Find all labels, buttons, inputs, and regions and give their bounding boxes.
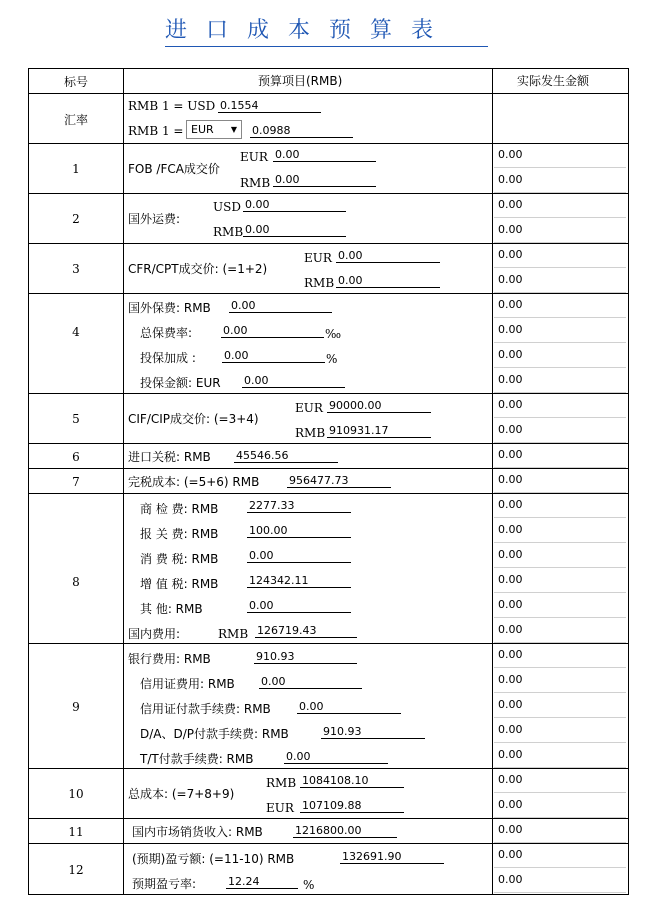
actual-amount-input[interactable]: 0.00	[494, 693, 626, 718]
premium-rate-input[interactable]: 0.00	[221, 324, 324, 338]
row-index: 6	[72, 450, 80, 464]
cif-eur-input[interactable]: 90000.00	[327, 399, 431, 413]
actual-amount-input[interactable]: 0.00	[494, 868, 626, 893]
actual-amount-input[interactable]: 0.00	[494, 468, 626, 493]
actual-amount-input[interactable]: 0.00	[494, 618, 626, 643]
row-label: 报 关 费: RMB	[140, 527, 219, 541]
row-label: 投保金额: EUR	[140, 376, 221, 390]
row-label: CFR/CPT成交价: (=1+2)	[128, 262, 268, 276]
currency-label: RMB	[295, 426, 326, 440]
row-label: 国内费用:	[128, 627, 181, 641]
currency-label: RMB	[266, 776, 297, 790]
cfr-rmb-input[interactable]: 0.00	[336, 274, 440, 288]
duty-paid-cost-input[interactable]: 956477.73	[287, 474, 391, 488]
fob-eur-input[interactable]: 0.00	[273, 148, 376, 162]
freight-usd-input[interactable]: 0.00	[243, 198, 346, 212]
row-label: 国外保费: RMB	[128, 301, 211, 315]
profit-input[interactable]: 132691.90	[340, 850, 444, 864]
tt-fee-input[interactable]: 0.00	[284, 750, 388, 764]
row-label: 国外运费:	[128, 212, 181, 226]
other-fee-input[interactable]: 0.00	[247, 599, 351, 613]
row-label: 投保加成 :	[140, 351, 196, 365]
actual-amount-input[interactable]: 0.00	[494, 543, 626, 568]
actual-amount-input[interactable]: 0.00	[494, 393, 626, 418]
actual-amount-input[interactable]: 0.00	[494, 793, 626, 818]
actual-amount-input[interactable]: 0.00	[494, 293, 626, 318]
lc-fee-input[interactable]: 0.00	[259, 675, 362, 689]
row-label: 总成本: (=7+8+9)	[128, 787, 235, 801]
actual-amount-input[interactable]: 0.00	[494, 768, 626, 793]
row-index: 2	[72, 212, 80, 226]
domestic-fee-input[interactable]: 126719.43	[255, 624, 357, 638]
actual-amount-input[interactable]: 0.00	[494, 518, 626, 543]
actual-amount-input[interactable]: 0.00	[494, 318, 626, 343]
actual-amount-input[interactable]: 0.00	[494, 418, 626, 443]
row-label: 商 检 费: RMB	[140, 502, 219, 516]
row-label: 进口关税: RMB	[128, 450, 211, 464]
actual-amount-input[interactable]: 0.00	[494, 368, 626, 393]
actual-amount-input[interactable]: 0.00	[494, 843, 626, 868]
actual-amount-input[interactable]: 0.00	[494, 668, 626, 693]
header-item: 预算项目(RMB)	[258, 74, 343, 88]
actual-amount-input[interactable]: 0.00	[494, 818, 626, 843]
currency-label: RMB	[218, 627, 249, 641]
sales-revenue-input[interactable]: 1216800.00	[293, 824, 397, 838]
lc-payment-fee-input[interactable]: 0.00	[297, 700, 401, 714]
row-label: 完税成本: (=5+6) RMB	[128, 475, 260, 489]
currency-select-value: EUR	[191, 123, 214, 136]
rate-usd-label: RMB 1 = USD	[128, 99, 216, 113]
row-index: 8	[72, 575, 80, 589]
import-duty-input[interactable]: 45546.56	[234, 449, 338, 463]
currency-label: RMB	[213, 225, 244, 239]
actual-amount-input[interactable]: 0.00	[494, 493, 626, 518]
row-label: CIF/CIP成交价: (=3+4)	[128, 412, 259, 426]
rate-eur-label: RMB 1 =	[128, 124, 184, 138]
row-index: 汇率	[63, 113, 88, 127]
row-label: 信用证付款手续费: RMB	[140, 702, 271, 716]
actual-amount-input[interactable]: 0.00	[494, 243, 626, 268]
actual-amount-input[interactable]: 0.00	[494, 218, 626, 243]
row-label: T/T付款手续费: RMB	[140, 752, 254, 766]
inspection-fee-input[interactable]: 2277.33	[247, 499, 351, 513]
unit-label: %	[326, 352, 338, 366]
actual-amount-input[interactable]: 0.00	[494, 593, 626, 618]
insured-amount-input[interactable]: 0.00	[242, 374, 345, 388]
row-label: 预期盈亏率:	[132, 877, 197, 891]
actual-amount-input[interactable]: 0.00	[494, 743, 626, 768]
currency-label: EUR	[240, 150, 268, 164]
rate-eur-input[interactable]: 0.0988	[250, 124, 353, 138]
bank-fee-input[interactable]: 910.93	[254, 650, 357, 664]
chevron-down-icon: ▼	[230, 125, 237, 134]
consumption-tax-input[interactable]: 0.00	[247, 549, 351, 563]
rate-usd-input[interactable]: 0.1554	[218, 99, 321, 113]
actual-amount-input[interactable]: 0.00	[494, 168, 626, 193]
cfr-eur-input[interactable]: 0.00	[336, 249, 440, 263]
total-cost-rmb-input[interactable]: 1084108.10	[300, 774, 404, 788]
currency-select[interactable]	[186, 120, 242, 139]
insurance-markup-input[interactable]: 0.00	[222, 349, 325, 363]
row-label: 总保费率:	[140, 326, 193, 340]
row-label: 消 费 税: RMB	[140, 552, 219, 566]
unit-label: %	[303, 878, 315, 892]
actual-amount-input[interactable]: 0.00	[494, 193, 626, 218]
actual-amount-input[interactable]: 0.00	[494, 343, 626, 368]
profit-rate-input[interactable]: 12.24	[226, 875, 298, 889]
actual-amount-input[interactable]: 0.00	[494, 143, 626, 168]
currency-label: EUR	[266, 801, 294, 815]
row-label: 其 他: RMB	[140, 602, 203, 616]
freight-rmb-input[interactable]: 0.00	[243, 223, 346, 237]
actual-amount-input[interactable]: 0.00	[494, 718, 626, 743]
vat-input[interactable]: 124342.11	[247, 574, 351, 588]
row-index: 3	[72, 262, 80, 276]
row-label: 银行费用: RMB	[128, 652, 211, 666]
currency-label: RMB	[304, 276, 335, 290]
actual-amount-input[interactable]: 0.00	[494, 443, 626, 468]
unit-label: ‰	[325, 327, 342, 341]
row-index: 10	[68, 787, 84, 801]
actual-amount-input[interactable]: 0.00	[494, 268, 626, 293]
row-label: (预期)盈亏额: (=11-10) RMB	[132, 852, 295, 866]
row-divider	[28, 93, 629, 94]
actual-amount-input[interactable]: 0.00	[494, 643, 626, 668]
row-index: 5	[72, 412, 80, 426]
insurance-rmb-input[interactable]: 0.00	[229, 299, 332, 313]
row-index: 1	[72, 162, 80, 176]
row-index: 4	[72, 325, 80, 339]
fob-rmb-input[interactable]: 0.00	[273, 173, 376, 187]
row-label: 信用证费用: RMB	[140, 677, 235, 691]
header-actual: 实际发生金额	[517, 74, 590, 88]
page-title: 进口成本预算表	[165, 18, 488, 47]
row-index: 9	[72, 700, 80, 714]
cif-rmb-input[interactable]: 910931.17	[327, 424, 431, 438]
row-index: 7	[72, 475, 80, 489]
currency-label: EUR	[295, 401, 323, 415]
dadp-fee-input[interactable]: 910.93	[321, 725, 425, 739]
row-label: 增 值 税: RMB	[140, 577, 219, 591]
row-index: 11	[68, 825, 84, 839]
currency-label: EUR	[304, 251, 332, 265]
header-index: 标号	[63, 75, 88, 89]
row-label: 国内市场销货收入: RMB	[132, 825, 263, 839]
currency-label: USD	[213, 200, 241, 214]
row-label: D/A、D/P付款手续费: RMB	[140, 727, 289, 741]
row-label: FOB /FCA成交价	[128, 162, 220, 176]
actual-amount-input[interactable]: 0.00	[494, 568, 626, 593]
row-index: 12	[68, 863, 84, 877]
currency-label: RMB	[240, 176, 271, 190]
total-cost-eur-input[interactable]: 107109.88	[300, 799, 404, 813]
customs-fee-input[interactable]: 100.00	[247, 524, 351, 538]
